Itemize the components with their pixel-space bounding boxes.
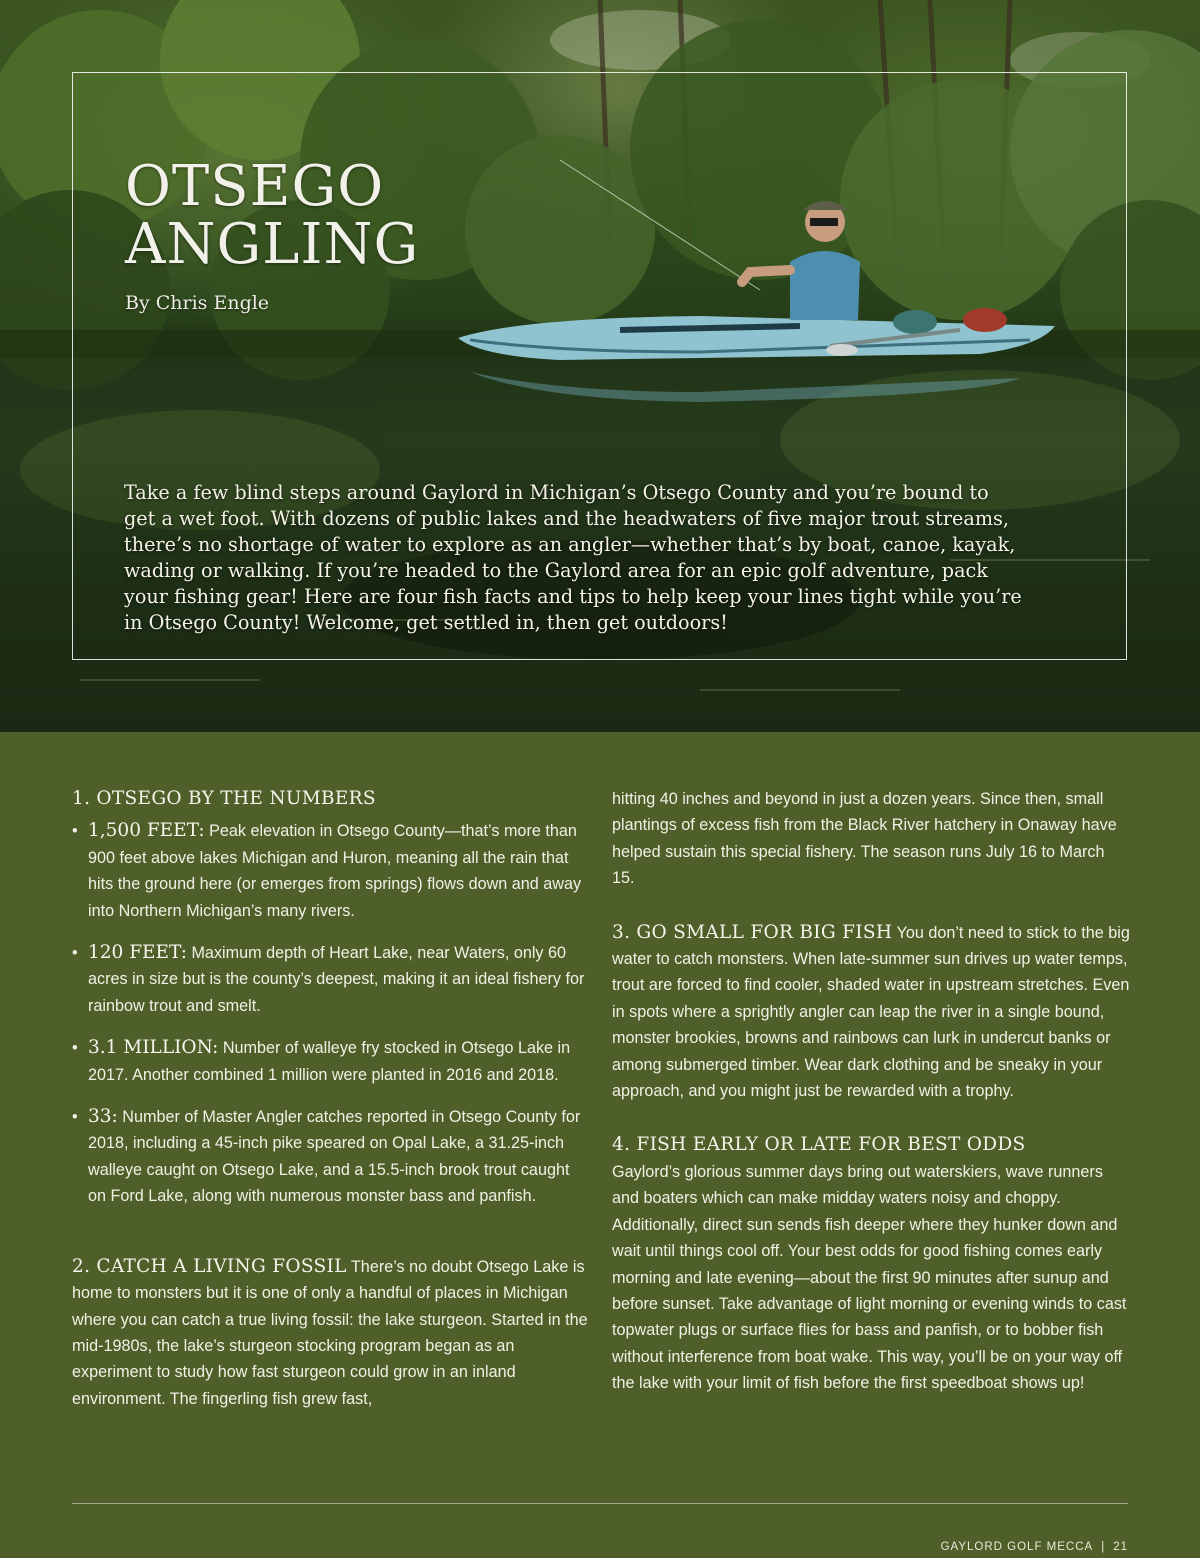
section-2-paragraph (72, 1254, 590, 1412)
section-3-paragraph (612, 920, 1130, 1105)
bullet-glyph: • (72, 822, 78, 841)
stat-label: 120 FEET: (88, 942, 187, 964)
stat-label: 33: (88, 1106, 118, 1128)
section-4-text: Gaylord’s glorious summer days bring out waterskiers, wave runners and boaters which can make midday waters noisy and choppy. Additionally, direct sun sends fish deeper where they hunker down and wait until things cool off. Your best odds for good fishing comes early morning and late evening—about the first 90 minutes after sunup and before sunset. Take advantage of light morning or evening winds to cast topwater plugs or surface flies for bass and panfish, or to bobber fish without interference from boat wake. This way, you’ll be on your way off the lake with your limit of fish before the first speedboat shows up! (612, 1162, 1127, 1393)
list-item (72, 818, 590, 924)
stat-label: 3.1 MILLION: (88, 1037, 219, 1059)
right-column (612, 786, 1130, 1397)
list-item (72, 1035, 590, 1088)
title-line-2: ANGLING (125, 212, 420, 277)
list-item (72, 940, 590, 1019)
bullet-glyph: • (72, 1039, 78, 1058)
section-3-heading: 3. GO SMALL FOR BIG FISH (612, 921, 893, 943)
title-line-1: OTSEGO (125, 154, 385, 219)
bullet-glyph: • (72, 944, 78, 963)
section-2-heading: 2. CATCH A LIVING FOSSIL (72, 1255, 347, 1277)
section-1-heading: 1. OTSEGO BY THE NUMBERS (72, 788, 376, 809)
intro-paragraph: Take a few blind steps around Gaylord in Michigan’s Otsego County and you’re bound to get a wet foot. With dozens of public lakes and the headwaters of five major trout streams, there’s no shortage of water to explore as an angler—whether that’s by boat, canoe, kayak, wading or walking. If you’re headed to the Gaylord area for an epic golf adventure, pack your fishing gear! Here are four fish facts and tips to help keep your lines tight while you’re in Otsego County! Welcome, get settled in, then get outdoors! (124, 481, 1022, 634)
section-4-heading: 4. FISH EARLY OR LATE FOR BEST ODDS (612, 1134, 1026, 1156)
left-column (72, 786, 590, 1412)
hero-photo (0, 0, 1200, 732)
stat-label: 1,500 FEET: (88, 820, 205, 842)
section-2-continued: hitting 40 inches and beyond in just a dozen years. Since then, small plantings of excess fish from the Black River hatchery in Onaway have helped sustain this special fishery. The season runs July 16 to March 15. (612, 790, 1117, 888)
bullet-glyph: • (72, 1108, 78, 1127)
footer-separator: | (1101, 1541, 1106, 1553)
list-item (72, 1104, 590, 1210)
article-title (125, 154, 545, 277)
page-footer (941, 1541, 1128, 1553)
footer-rule (72, 1503, 1128, 1504)
numbers-list (72, 818, 590, 1209)
stat-text: Peak elevation in Otsego County—that’s more than 900 feet above lakes Michigan and Huron, meaning all the rain that hits the ground here (or emerges from springs) flows down and away into Northern Michigan’s many rivers. (88, 822, 582, 920)
stat-text: Maximum depth of Heart Lake, near Waters, only 60 acres in size but is the county’s deepest, making it an ideal fishery for rainbow trout and smelt. (88, 944, 585, 1015)
byline: By Chris Engle (125, 292, 270, 314)
page-number: 21 (1113, 1541, 1128, 1553)
stat-text: Number of Master Angler catches reported in Otsego County for 2018, including a 45-inch pike speared on Opal Lake, a 31.25-inch walleye caught on Otsego Lake, and a 15.5-inch brook trout caught on Ford Lake, along with numerous monster bass and panfish. (88, 1108, 581, 1206)
section-3-text: You don’t need to stick to the big water to catch monsters. When late-summer sun drives up water temps, trout are forced to find cooler, shaded water in upstream stretches. Even in spots where a sprightly angler can leap the river in a single bound, monster brookies, browns and rainbows can lurk in undercut banks or among submerged timber. Wear dark clothing and be sneaky in your approach, and you might just be rewarded with a trophy. (612, 923, 1130, 1101)
stat-text: Number of walleye fry stocked in Otsego Lake in 2017. Another combined 1 million were planted in 2016 and 2018. (88, 1039, 571, 1084)
section-2-text: There’s no doubt Otsego Lake is home to monsters but it is one of only a handful of places in Michigan where you can catch a true living fossil: the lake sturgeon. Started in the mid-1980s, the lake’s sturgeon stocking program began as an experiment to study how fast sturgeon could grow in an inland environment. The fingerling fish grew fast, (72, 1257, 588, 1408)
publication-name: GAYLORD GOLF MECCA (940, 1541, 1094, 1553)
